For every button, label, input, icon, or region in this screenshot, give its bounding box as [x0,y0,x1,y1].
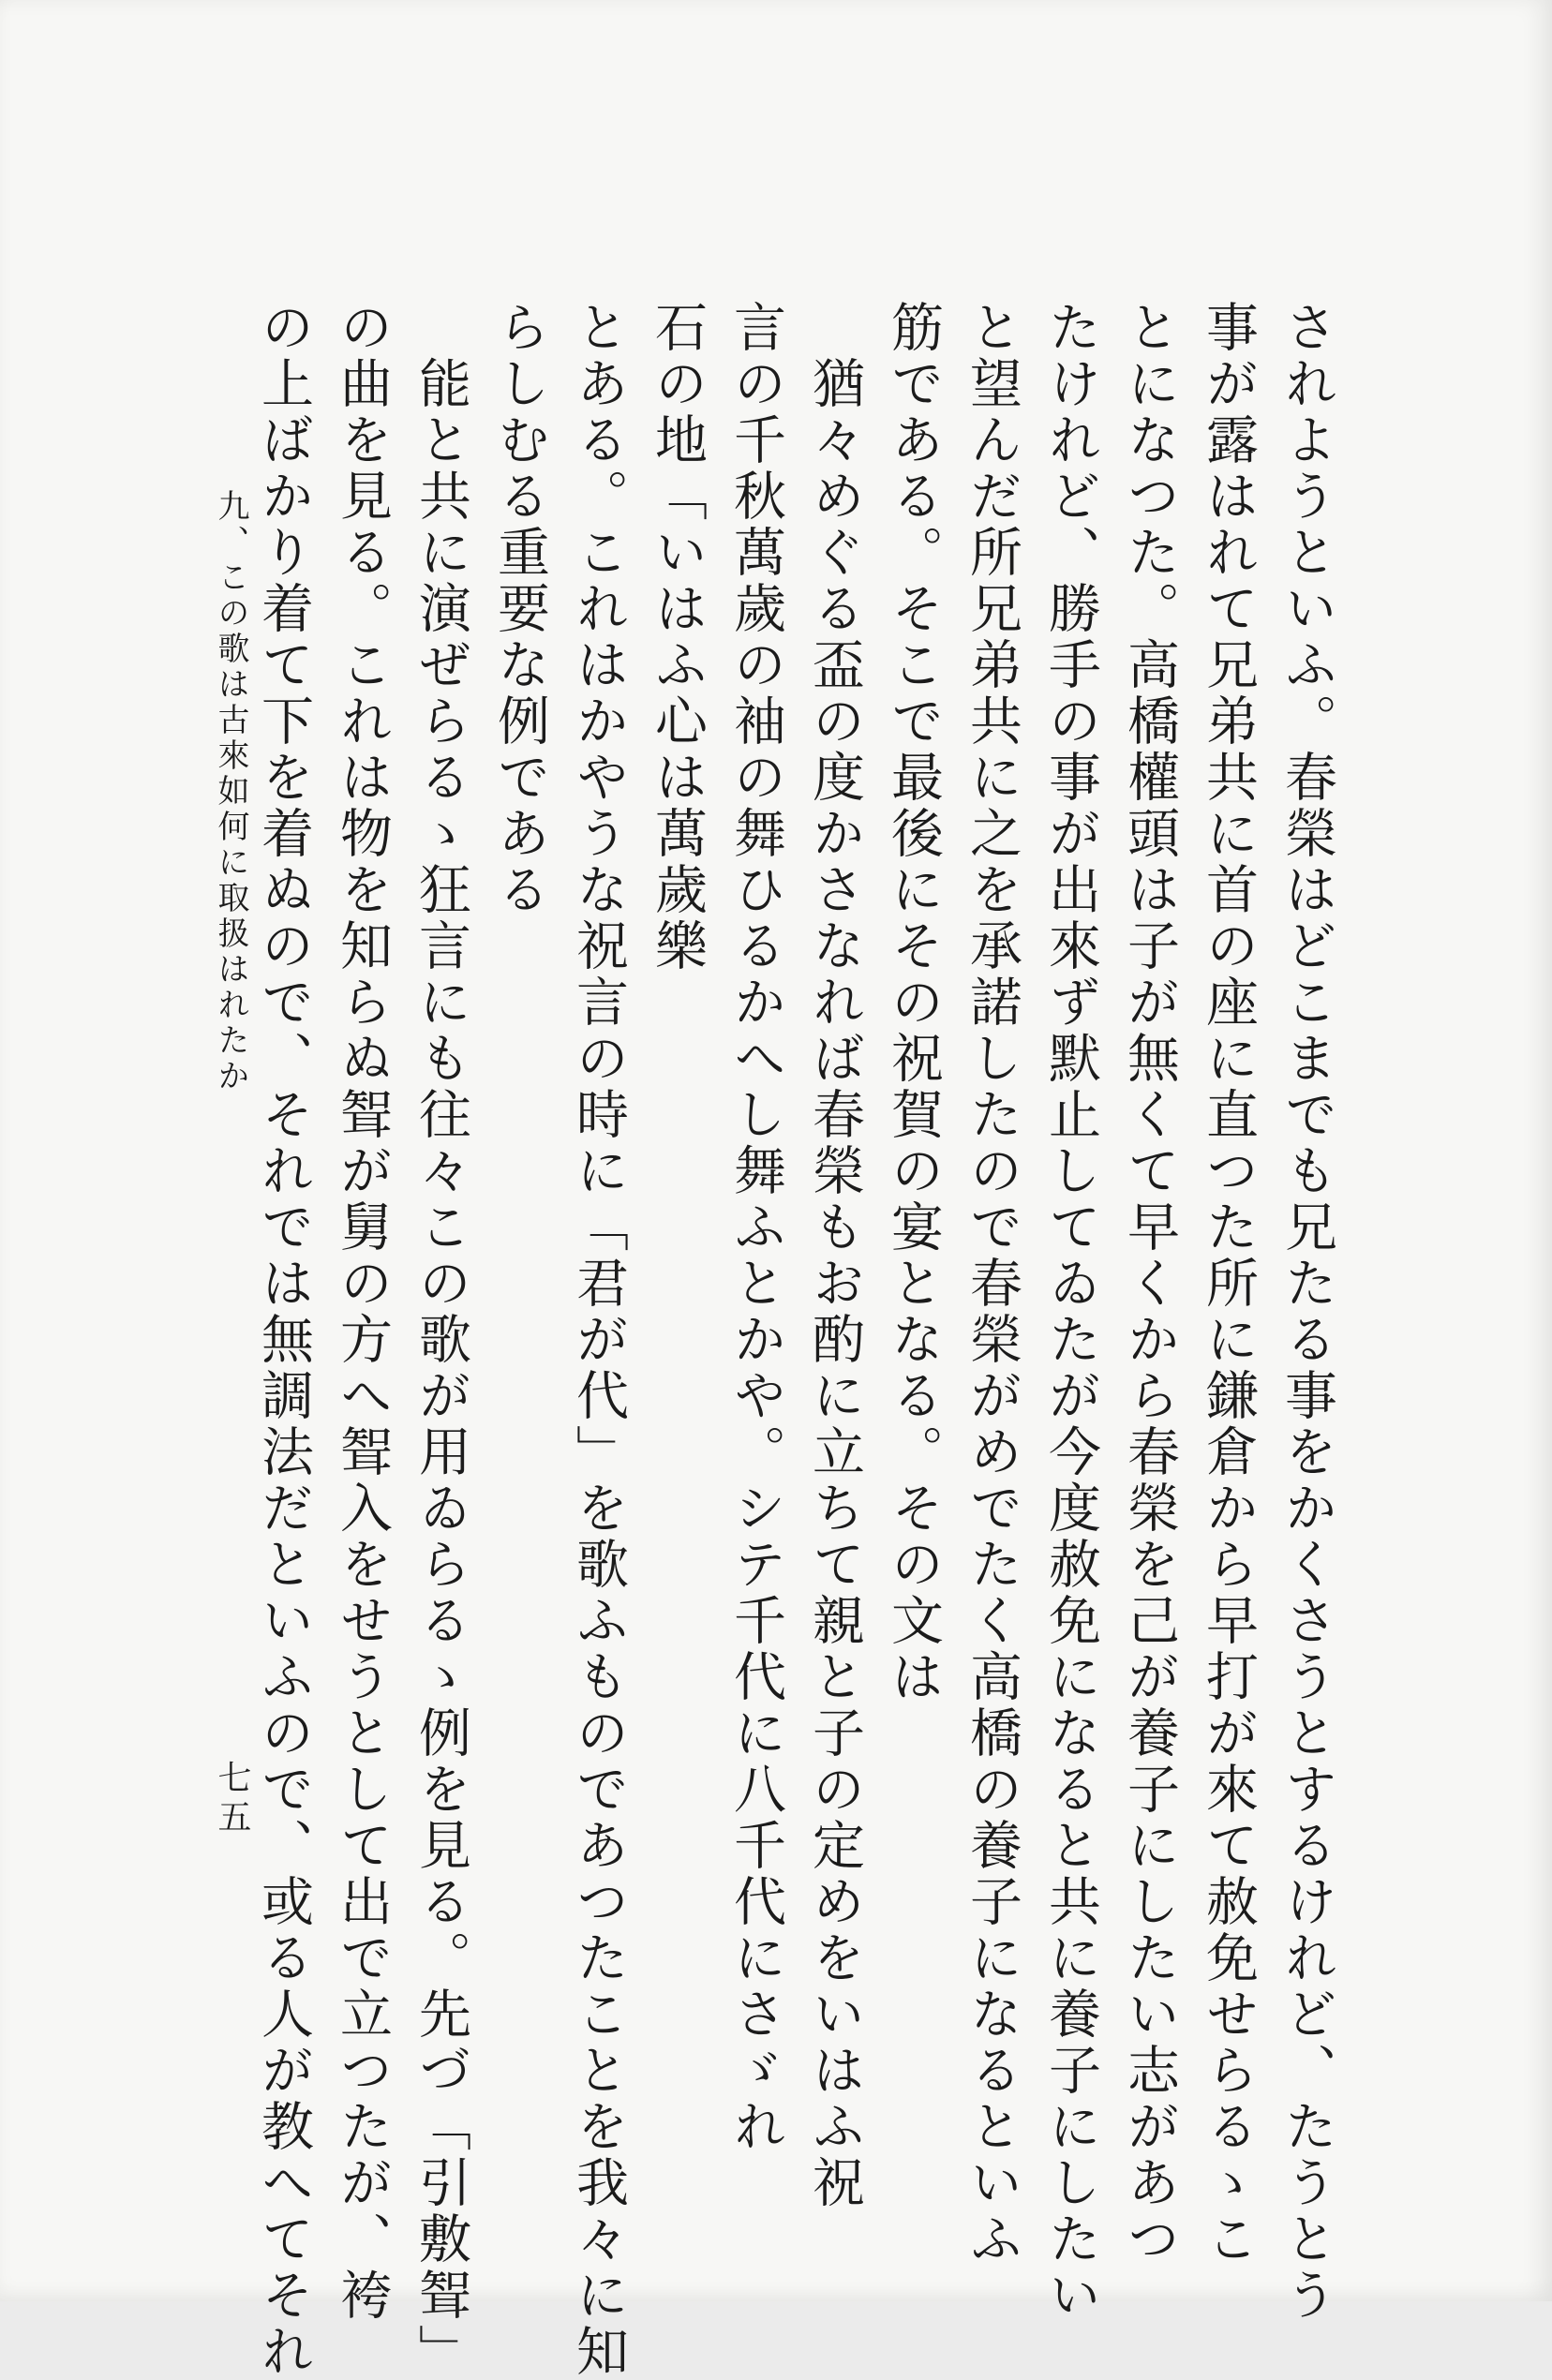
text-line: と望んだ所兄弟共に之を承諾したので春榮がめでたく高橋の養子になるといふ [962,300,1022,2268]
text-line: とある。これはかやうな祝言の時に「君が代」を歌ふものであつたことを我々に知 [568,300,629,2380]
text-line: とになつた。高橋權頭は子が無くて早くから春榮を己が養子にしたい志があつ [1119,300,1180,2268]
text-line: 筋である。そこで最後にその祝賀の宴となる。その文は [883,300,944,1705]
page-number: 七五 [213,1760,251,1838]
text-line: 言の千秋萬歲の袖の舞ひるかへし舞ふとかや。シテ千代に八千代にさゞれ [725,300,786,2155]
text-line: たけれど、勝手の事が出來ず默止してゐたが今度赦免になると共に養子にしたい [1040,300,1101,2324]
text-line: 石の地「いはふ心は萬歲樂 [647,300,708,974]
text-line: 能と共に演ぜらるゝ狂言にも往々この歌が用ゐらるゝ例を見る。先づ「引敷聟」 [410,300,471,2380]
text-line: の曲を見る。これは物を知らぬ聟が舅の方へ聟入をせうとして出で立つたが、袴 [332,300,393,2324]
running-head: 九、この歌は古來如何に取扱はれたか [212,489,249,1094]
text-line: されようといふ。春榮はどこまでも兄たる事をかくさうとするけれど、たうとう [1276,300,1337,2324]
text-line: らしむる重要な例である [489,300,550,918]
text-line: 猶々めぐる盃の度かさなれば春榮もお酌に立ちて親と子の定めをいはふ祝 [804,300,865,2211]
text-line: の上ばかり着て下を着ぬので、それでは無調法だといふので、或る人が教へてそれ [253,300,314,2380]
body-text [244,300,1346,2380]
text-line: 事が露はれて兄弟共に首の座に直つた所に鎌倉から早打が來て赦免せらるゝこ [1198,300,1259,2268]
